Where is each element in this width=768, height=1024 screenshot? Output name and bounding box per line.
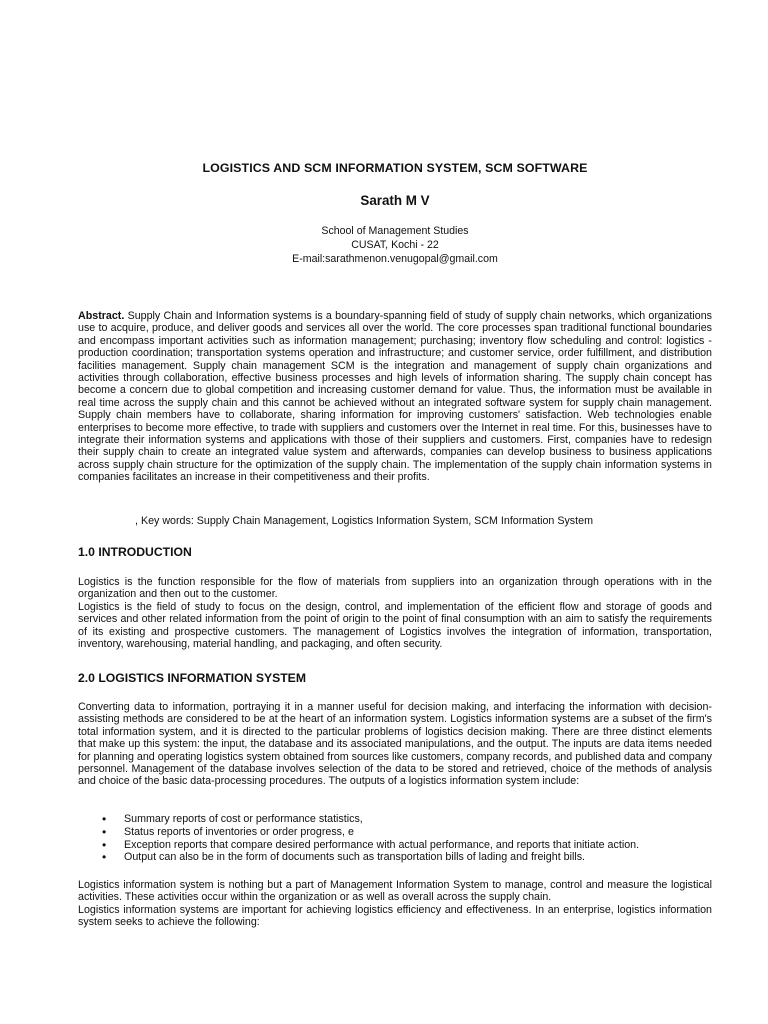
affiliation-school: School of Management Studies <box>321 225 469 237</box>
paragraph: Logistics information systems are important for achieving logistics efficiency and effectiveness. In an enterprise, logistics information system seeks to achieve the following: <box>78 903 712 929</box>
abstract <box>78 310 712 484</box>
paragraph: Converting data to information, portraying it in a manner useful for decision making, and interfacing the information with decision-assisting methods are considered to be at the heart of an information system. Logistics information systems are a subset of the firm's total information system, and it is directed to the particular problems of logistics decision making. There are three distinct elements that make up this system: the input, the database and its associated manipulations, and the output. The inputs are data items needed for planning and operating logistics system obtained from sources like customers, company records, and published data and company personnel. Management of the database involves selection of the data to be stored and retrieved, choice of the methods of analysis and choice of the basic data-processing procedures. The outputs of a logistics information system include: <box>78 701 712 788</box>
paragraph: Logistics is the field of study to focus on the design, control, and implementation of the efficient flow and storage of goods and services and other related information from the point of origin to the point of final consumption with an aim to satisfy the requirements of its existing and prospective customers. The management of Logistics involves the integration of information, transportation, inventory, warehousing, material handling, and packaging, and often security. <box>78 600 712 651</box>
paper-title: LOGISTICS AND SCM INFORMATION SYSTEM, SCM SOFTWARE <box>202 161 588 175</box>
list-item: • Summary reports of cost or performance statistics, <box>102 813 702 826</box>
abstract-text: Supply Chain and Information systems is a boundary-spanning field of study of supply chain networks, which organizations use to acquire, produce, and deliver goods and services all over the world. The core processes span traditional functional boundaries and encompass important activities such as information management; purchasing; inventory flow scheduling and control: logistics -production coordination; transportation systems operation and infrastructure; and customer service, order fulfillment, and distribution facilities management. Supply chain management SCM is the integration and management of supply chain organizations and activities through collaboration, effective business processes and high levels of information sharing. The supply chain concept has become a concern due to global competition and increasing customer demand for value. Thus, the information must be available in real time across the supply chain and this cannot be achieved without an integrated software system for supply chain management. Supply chain members have to collaborate, sharing information for improving customers' satisfaction. Web technologies enable enterprises to become more effective, to trade with suppliers and customers over the Internet in real time. For this, businesses have to integrate their information systems and applications with those of their suppliers and customers. First, companies have to redesign their supply chain to create an integrated value system and afterwards, companies can develop business to business applications across supply chain structure for the optimization of the supply chain. The implementation of the supply chain information systems in companies facilitates an increase in their competitiveness and their profits. <box>78 310 712 484</box>
list-item: • Status reports of inventories or order progress, e <box>102 826 702 839</box>
introduction-body <box>78 576 712 650</box>
list-item: • Output can also be in the form of documents such as transportation bills of lading and freight bills. <box>102 851 702 864</box>
affiliation-email: E-mail:sarathmenon.venugopal@gmail.com <box>292 253 498 265</box>
paragraph: Logistics information system is nothing but a part of Management Information System to manage, control and measure the logistical activities. These activities occur within the organization or as well as overall across the supply chain. <box>78 879 712 904</box>
list-item: • Exception reports that compare desired performance with actual performance, and reports that initiate action. <box>102 839 702 852</box>
affiliation <box>78 224 712 266</box>
paragraph: Logistics is the function responsible for the flow of materials from suppliers into an organization through operations with in the organization and then out to the customer. <box>78 576 712 601</box>
lis-body <box>78 701 712 788</box>
author-name: Sarath M V <box>360 193 430 208</box>
section-heading-logistics-information-system: 2.0 LOGISTICS INFORMATION SYSTEM <box>78 671 306 685</box>
lis-body-continued <box>78 879 712 929</box>
affiliation-location: CUSAT, Kochi - 22 <box>351 239 439 251</box>
abstract-label: Abstract. <box>78 310 125 322</box>
section-heading-introduction: 1.0 INTRODUCTION <box>78 545 192 559</box>
outputs-list <box>102 813 702 864</box>
keywords: , Key words: Supply Chain Management, Logistics Information System, SCM Information System <box>135 515 593 527</box>
